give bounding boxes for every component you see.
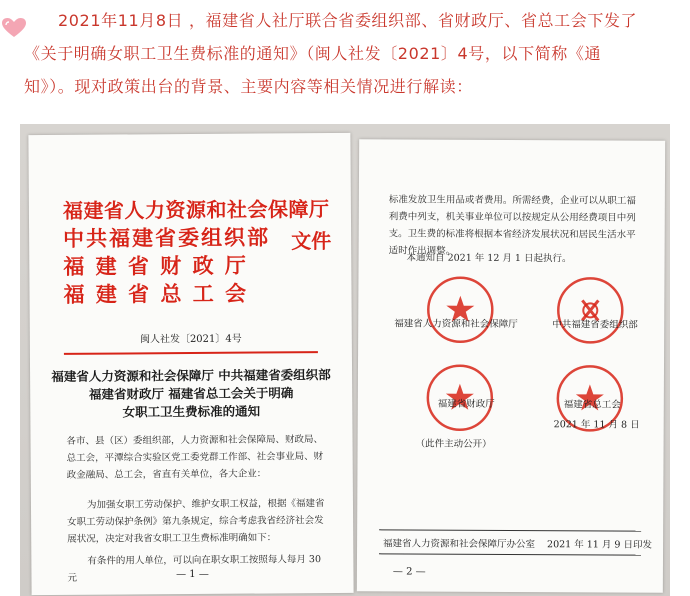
addressee: 各市、县（区）委组织部，人力资源和社会保障局、财政局、总工会，平潭综合实验区党工委党群工作部、社会事业局、财政金融局、总工会，省直有关单位，各大企业： — [66, 434, 324, 481]
title-line-2: 福建省财政厅 福建省总工会关于明确 — [88, 385, 294, 402]
doc-number: 闽人社发〔2021〕4号 — [139, 333, 242, 346]
body-text-page-2: 标准发放卫生用品或者费用。所需经费，企业可以从职工福利费中列支，机关事业单位可以按规定从公用经费项目中列支。卫生费的标准将根据本省经济发展状况和居民生活水平适时作出调整。 — [388, 194, 636, 257]
seal-label-3: 福建省财政厅 — [437, 398, 495, 410]
intro-line-2: 《关于明确女职工卫生费标准的通知》（闽人社发〔2021〕4号，以下简称《通 — [24, 44, 602, 63]
document-page-1 — [28, 133, 353, 595]
seal-label-4: 福建省总工会 — [563, 399, 621, 411]
disclosure-note: （此件主动公开） — [415, 438, 492, 450]
header-line-4: 福 建 省 总 工 会 — [63, 280, 249, 307]
header-line-2: 中共福建省委组织部 — [63, 224, 271, 251]
footer-rule-bottom — [379, 553, 641, 555]
effective-date: 本通知自 2021 年 12 月 1 日起执行。 — [406, 252, 572, 265]
intro-line-3: 知》）。现对政策出台的背景、主要内容等相关情况进行解读： — [24, 77, 473, 96]
page-number-1: — 1 — — [176, 568, 209, 581]
footer-rule-top — [379, 529, 641, 531]
document-page-2 — [357, 139, 665, 593]
official-seal-icon — [554, 274, 626, 346]
footer-date: 2021 年 11 月 9 日印发 — [547, 539, 653, 551]
intro-line-1: 2021年11月8日 ，福建省人社厅联合省委组织部、省财政厅、省总工会下发了 — [58, 11, 638, 30]
heart-icon — [2, 18, 26, 38]
title-line-3: 女职工卫生费标准的通知 — [122, 403, 261, 420]
header-line-3: 福 建 省 财 政 厅 — [63, 252, 248, 279]
official-seal-icon — [424, 274, 496, 346]
intro-paragraph — [24, 4, 674, 103]
red-divider-line — [64, 351, 318, 355]
seal-label-1: 福建省人力资源和社会保障厅 — [394, 318, 518, 331]
title-line-1: 福建省人力资源和社会保障厅 中共福建省委组织部 — [51, 367, 331, 384]
page-number-2: — 2 — — [392, 566, 426, 578]
body-para-2: 有条件的用人单位，可以向在职女职工按照每人每月 30 元 — [67, 554, 322, 584]
header-line-1: 福建省人力资源和社会保障厅 — [62, 197, 330, 223]
header-suffix: 文件 — [291, 229, 332, 254]
footer-org: 福建省人力资源和社会保障厅办公室 — [383, 538, 536, 551]
seal-label-2: 中共福建省委组织部 — [552, 319, 638, 331]
body-para-1: 为加强女职工劳动保护、维护女职工权益，根据《福建省女职工劳动保护条例》第九条规定，综合考虑我省经济社会发展状况，决定对我省女职工卫生费标准明确如下： — [67, 498, 325, 545]
document-photo — [20, 124, 670, 596]
issue-date: 2021 年 11 月 8 日 — [553, 419, 640, 431]
